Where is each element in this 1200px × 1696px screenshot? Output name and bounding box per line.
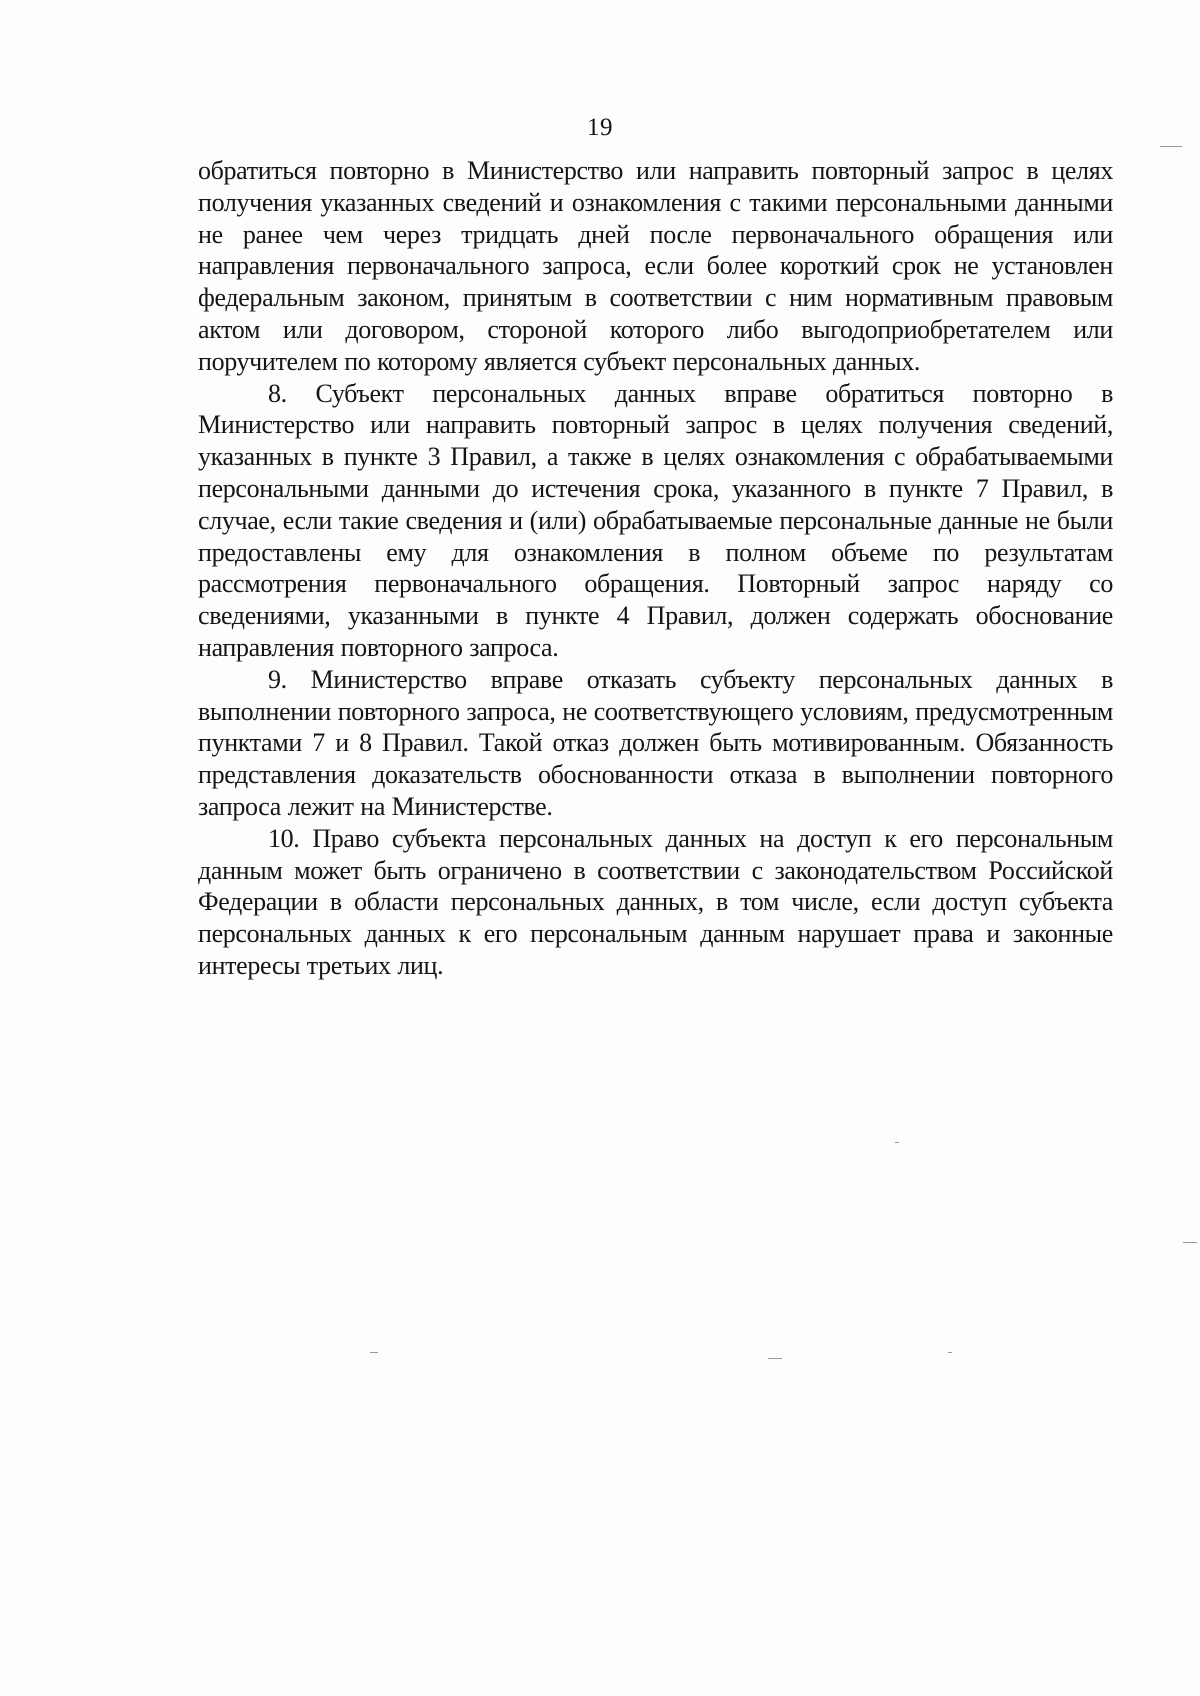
scan-speck: [895, 1142, 899, 1143]
scan-speck: [1183, 1242, 1197, 1243]
paragraph-continuation: обратиться повторно в Министерство или направить повторный запрос в целях получения указанных сведений и ознакомления с такими персональными данными не ранее чем через тридцать дней после первоначального обращения или направления первоначального запроса, если более короткий срок не установлен федеральным законом, принятым в соответствии с ним нормативным правовым актом или договором, стороной которого либо выгодоприобретателем или поручителем по которому является субъект персональных данных.: [198, 156, 1113, 376]
page-number: 19: [587, 114, 613, 141]
scan-speck: [948, 1352, 952, 1353]
scan-speck: [1160, 146, 1182, 147]
scan-speck: [768, 1358, 782, 1359]
paragraph-item-10: 10. Право субъекта персональных данных на доступ к его персональным данным может быть ограничено в соответствии с законодательством Российской Федерации в области персональных данных, в том числе, если доступ субъекта персональных данных к его персональным данным нарушает права и законные интересы третьих лиц.: [198, 823, 1113, 980]
paragraph-item-9: 9. Министерство вправе отказать субъекту персональных данных в выполнении повторного запроса, не соответствующего условиям, предусмотренным пунктами 7 и 8 Правил. Такой отказ должен быть мотивированным. Обязанность представления доказательств обоснованности отказа в выполнении повторного запроса лежит на Министерстве.: [198, 664, 1113, 821]
paragraph-item-8: 8. Субъект персональных данных вправе обратиться повторно в Министерство или направить повторный запрос в целях получения сведений, указанных в пункте 3 Правил, а также в целях ознакомления с обрабатываемыми персональными данными до истечения срока, указанного в пункте 7 Правил, в случае, если такие сведения и (или) обрабатываемые персональные данные не были предоставлены ему для ознакомления в полном объеме по результатам рассмотрения первоначального обращения. Повторный запрос наряду со сведениями, указанными в пункте 4 Правил, должен содержать обоснование направления повторного запроса.: [198, 378, 1113, 662]
scan-speck: [370, 1352, 378, 1353]
document-body: [198, 155, 1113, 982]
